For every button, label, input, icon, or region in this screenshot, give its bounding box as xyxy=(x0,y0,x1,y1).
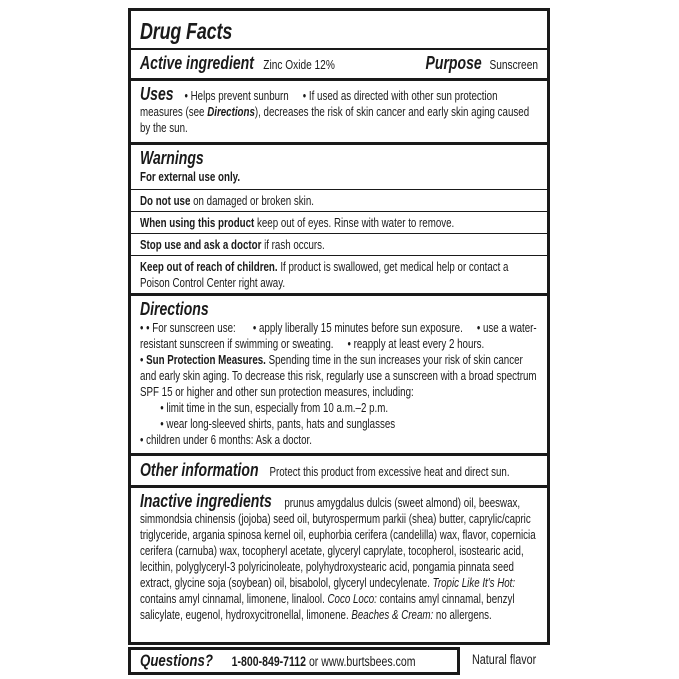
inactive-ingredients-heading: Inactive ingredients xyxy=(140,491,272,511)
sun-protection-text: Spending time in the sun increases your risk of skin cancer and early skin aging. To decrease this risk, regularly use a sunscreen with a broad spectrum SPF 15 or higher and other sun protection measures, including: xyxy=(140,353,537,399)
page-title: Drug Facts xyxy=(140,18,233,44)
questions-section xyxy=(128,647,460,675)
directions-reference: Directions xyxy=(207,105,255,119)
phone-number: 1-800-849-7112 xyxy=(231,654,307,669)
uses-bullet-2-text: If used as directed with other sun protection measures (see xyxy=(140,89,498,119)
warning-text: keep out of eyes. Rinse with water to remove. xyxy=(254,215,455,230)
warning-lead: Keep out of reach of children. xyxy=(140,259,278,274)
variant-allergens-beaches-cream: no allergens. xyxy=(433,608,492,622)
variant-name-coco-loco: Coco Loco: xyxy=(327,592,377,606)
directions-heading: Directions xyxy=(140,299,209,319)
purpose-heading: Purpose xyxy=(425,53,482,73)
warning-lead: When using this product xyxy=(140,215,255,230)
drug-facts-title-section xyxy=(131,11,547,50)
sub-bullet-limit-time: • limit time in the sun, especially from 10 a.m.–2 p.m. xyxy=(160,400,538,416)
variant-allergens-coco-loco: contains amyl cinnamal, benzyl salicylate, eugenol, hydroxycitronellal, limonene. xyxy=(140,592,515,622)
warning-row-stop-use xyxy=(131,234,547,256)
uses-bullet-1: • Helps prevent sunburn xyxy=(184,89,288,103)
sun-protection-measures xyxy=(140,352,538,400)
warning-row-keep-out-of-reach xyxy=(131,256,547,296)
warning-text: If product is swallowed, get medical help or contact a Poison Control Center right away. xyxy=(140,259,509,290)
warning-lead: Stop use and ask a doctor xyxy=(140,237,262,252)
directions-usage-line xyxy=(140,320,538,352)
natural-flavor-note: Natural flavor xyxy=(472,652,537,667)
directions-section xyxy=(131,296,547,456)
active-ingredient-section xyxy=(131,50,547,81)
warning-row-when-using xyxy=(131,212,547,234)
uses-bullet-2-tail: ), decreases the risk of skin cancer and early skin aging caused by the sun. xyxy=(140,105,530,135)
warnings-heading: Warnings xyxy=(140,148,204,168)
other-information-heading: Other information xyxy=(140,460,259,480)
directions-bullet-3: • use a water-resistant sunscreen if swimming or sweating. xyxy=(140,321,537,351)
warnings-header-section xyxy=(131,145,547,190)
variant-name-tropic: Tropic Like It's Hot: xyxy=(432,576,516,590)
warning-lead: Do not use xyxy=(140,193,191,208)
variant-allergens-tropic: contains amyl cinnamal, limonene, linalool. xyxy=(140,592,328,606)
sub-bullet-wear-clothing: • wear long-sleeved shirts, pants, hats and sunglasses xyxy=(160,416,538,432)
website-text: or www.burtsbees.com xyxy=(306,654,416,669)
active-ingredient-value: Zinc Oxide 12% xyxy=(263,57,335,72)
uses-section xyxy=(131,81,547,145)
children-under-6-months: • children under 6 months: Ask a doctor. xyxy=(140,432,538,448)
sun-protection-lead: Sun Protection Measures. xyxy=(146,353,266,367)
warning-text: if rash occurs. xyxy=(261,237,325,252)
active-ingredient-heading: Active ingredient xyxy=(140,53,254,73)
directions-bullet-4: • reapply at least every 2 hours. xyxy=(347,337,484,351)
warning-text: on damaged or broken skin. xyxy=(190,193,314,208)
other-information-section xyxy=(131,456,547,488)
external-use-statement: For external use only. xyxy=(140,170,241,184)
inactive-ingredients-list: prunus amygdalus dulcis (sweet almond) oil, beeswax, simmondsia chinensis (jojoba) seed oil, butyrospermum parkii (shea) butter, caprylic/capric triglyceride, argania spinosa kernel oil, euphorbia cerifera (candelilla) wax, flavor, copernicia cerifera (carnuba) wax, tocopheryl acetate, glyceryl caprylate, tocopherol, isostearic acid, lecithin, polyglyceryl-3 polyricinoleate, polyhydroxystearic acid, pongamia pinnata seed extract, glycine soja (soybean) oil, bisabolol, glyceryl undecylenate. xyxy=(140,496,536,590)
variant-name-beaches-cream: Beaches & Cream: xyxy=(351,608,434,622)
other-information-text: Protect this product from excessive heat and direct sun. xyxy=(269,465,510,479)
inactive-ingredients-section xyxy=(131,488,547,627)
uses-heading: Uses xyxy=(140,84,174,104)
purpose-value: Sunscreen xyxy=(489,57,538,72)
warning-row-do-not-use xyxy=(131,190,547,212)
questions-heading: Questions? xyxy=(140,651,213,670)
directions-bullet-2: • apply liberally 15 minutes before sun exposure. xyxy=(253,321,463,335)
directions-bullet-1: • For sunscreen use: xyxy=(146,321,236,335)
drug-facts-label xyxy=(128,8,550,645)
